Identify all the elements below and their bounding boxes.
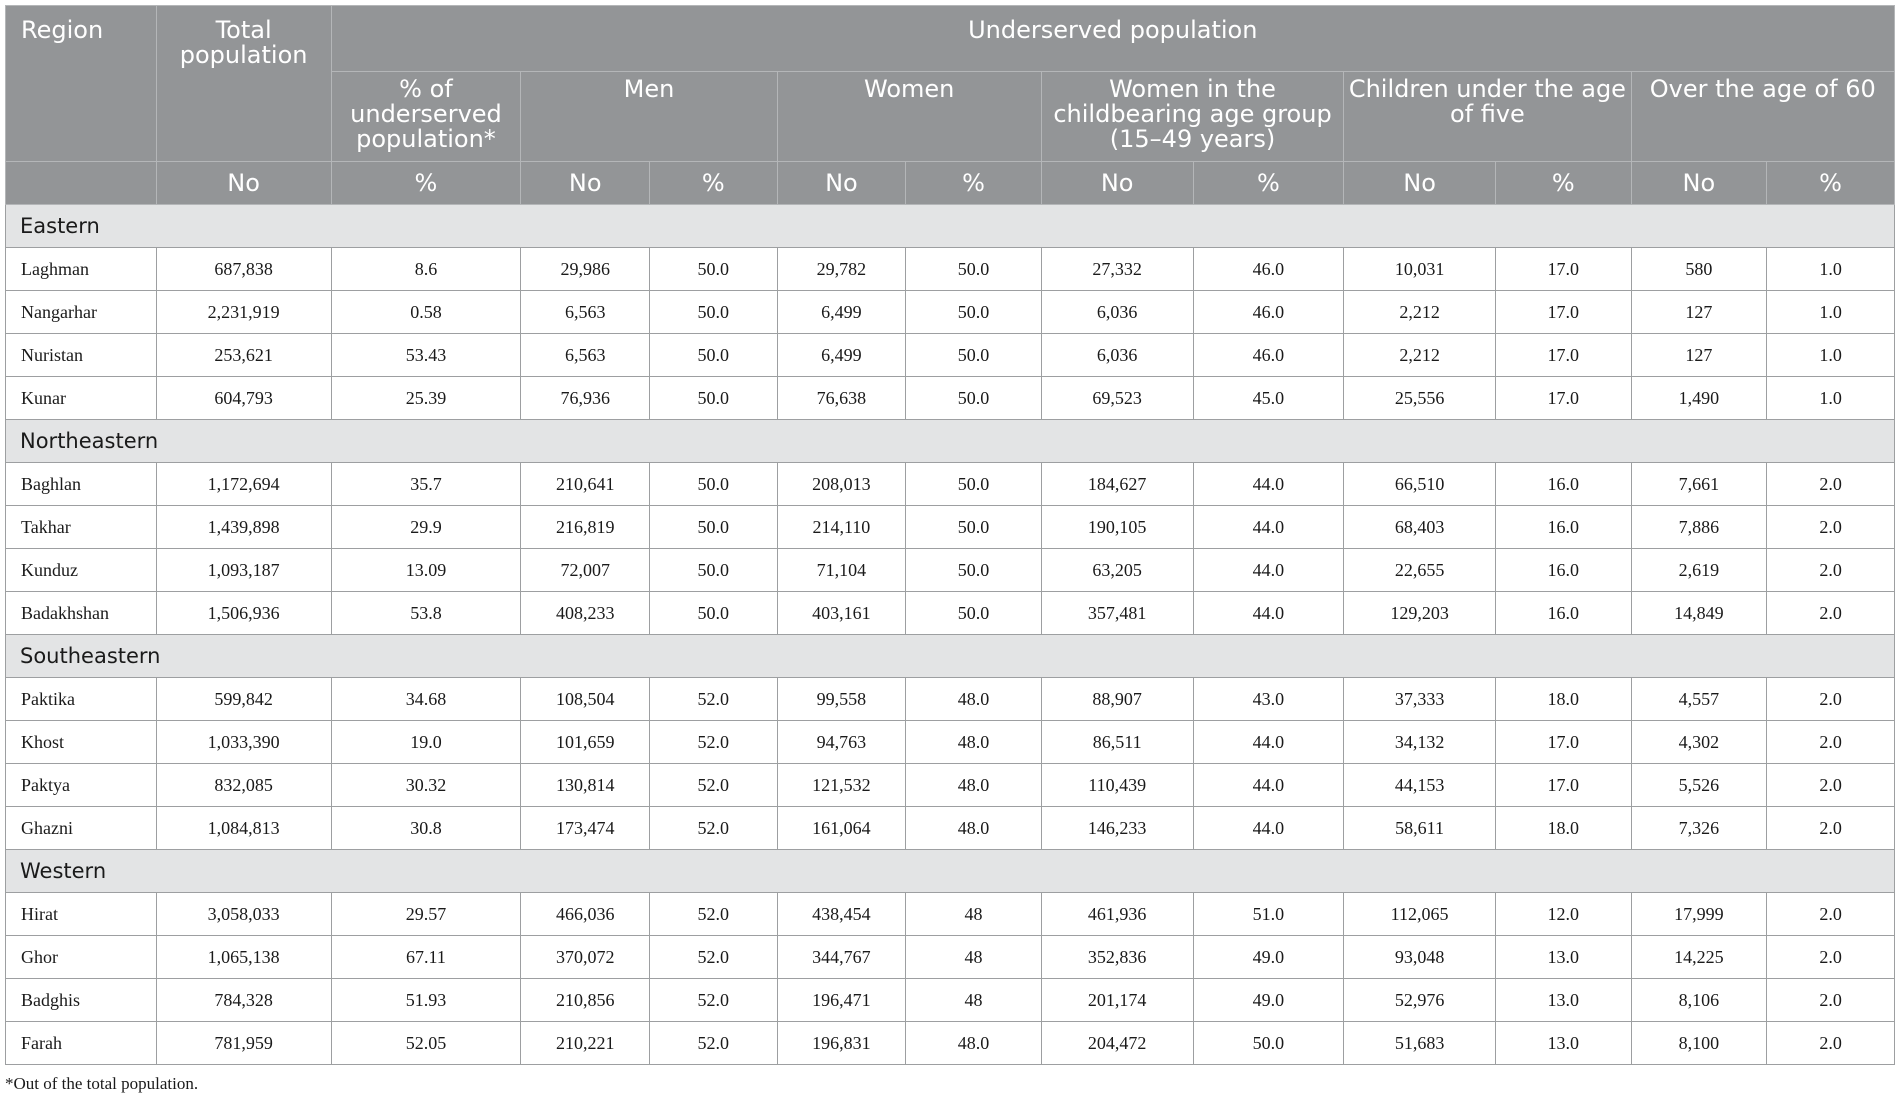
table-cell: 17.0	[1495, 248, 1631, 291]
header-sub-pct: %	[1495, 162, 1631, 205]
table-row	[6, 549, 1895, 592]
table-cell: 52.0	[650, 1022, 778, 1065]
table-cell: 1.0	[1767, 291, 1895, 334]
table-cell: 44.0	[1193, 506, 1344, 549]
table-cell: 7,326	[1631, 807, 1767, 850]
table-cell: 6,036	[1041, 334, 1193, 377]
table-cell: 2.0	[1767, 1022, 1895, 1065]
table-cell: 50.0	[650, 334, 778, 377]
table-cell: 13.09	[331, 549, 521, 592]
table-cell: 69,523	[1041, 377, 1193, 420]
table-cell: 146,233	[1041, 807, 1193, 850]
table-cell: 66,510	[1344, 463, 1496, 506]
header-sub-no: No	[1344, 162, 1496, 205]
table-cell: 129,203	[1344, 592, 1496, 635]
table-cell: 0.58	[331, 291, 521, 334]
table-cell: 2.0	[1767, 807, 1895, 850]
table-cell: 5,526	[1631, 764, 1767, 807]
table-cell: 17.0	[1495, 291, 1631, 334]
table-cell: 53.8	[331, 592, 521, 635]
table-cell: 19.0	[331, 721, 521, 764]
header-sub-no: No	[156, 162, 331, 205]
table-cell: 76,638	[777, 377, 906, 420]
table-cell: 25,556	[1344, 377, 1496, 420]
table-cell: 438,454	[777, 893, 906, 936]
table-cell: 51.93	[331, 979, 521, 1022]
table-cell: 687,838	[156, 248, 331, 291]
table-cell: 48	[906, 979, 1042, 1022]
table-row	[6, 807, 1895, 850]
table-cell: 16.0	[1495, 549, 1631, 592]
table-row	[6, 377, 1895, 420]
header-underserved-population: Underserved population	[331, 6, 1894, 72]
table-row	[6, 764, 1895, 807]
table-cell: 44.0	[1193, 764, 1344, 807]
table-row	[6, 721, 1895, 764]
table-cell: 76,936	[521, 377, 650, 420]
table-cell: 1.0	[1767, 377, 1895, 420]
table-cell: 52.05	[331, 1022, 521, 1065]
region-group-row	[6, 850, 1895, 893]
table-cell: 127	[1631, 334, 1767, 377]
table-cell: 53.43	[331, 334, 521, 377]
table-cell: 108,504	[521, 678, 650, 721]
table-cell: 44.0	[1193, 549, 1344, 592]
header-over-60: Over the age of 60	[1631, 72, 1894, 162]
table-cell: 48	[906, 893, 1042, 936]
table-cell: 29.57	[331, 893, 521, 936]
province-name-cell: Khost	[6, 721, 157, 764]
header-total-population: Total population	[156, 6, 331, 162]
table-cell: 51.0	[1193, 893, 1344, 936]
table-cell: 10,031	[1344, 248, 1496, 291]
table-cell: 352,836	[1041, 936, 1193, 979]
table-cell: 781,959	[156, 1022, 331, 1065]
table-footnote: *Out of the total population.	[5, 1074, 199, 1093]
table-cell: 6,499	[777, 291, 906, 334]
table-cell: 67.11	[331, 936, 521, 979]
table-cell: 13.0	[1495, 1022, 1631, 1065]
table-cell: 22,655	[1344, 549, 1496, 592]
table-cell: 48.0	[906, 1022, 1042, 1065]
table-row	[6, 248, 1895, 291]
table-row	[6, 678, 1895, 721]
table-cell: 201,174	[1041, 979, 1193, 1022]
table-cell: 93,048	[1344, 936, 1496, 979]
table-cell: 190,105	[1041, 506, 1193, 549]
table-cell: 34,132	[1344, 721, 1496, 764]
region-group-row	[6, 205, 1895, 248]
table-cell: 99,558	[777, 678, 906, 721]
header-sub-pct: %	[650, 162, 778, 205]
table-cell: 4,557	[1631, 678, 1767, 721]
table-cell: 25.39	[331, 377, 521, 420]
table-cell: 63,205	[1041, 549, 1193, 592]
table-cell: 34.68	[331, 678, 521, 721]
table-cell: 50.0	[650, 506, 778, 549]
table-cell: 14,849	[1631, 592, 1767, 635]
header-women-childbearing: Women in the childbearing age group (15–49 years)	[1041, 72, 1343, 162]
table-cell: 50.0	[650, 592, 778, 635]
table-cell: 580	[1631, 248, 1767, 291]
table-cell: 52.0	[650, 893, 778, 936]
table-cell: 48.0	[906, 721, 1042, 764]
header-sub-pct: %	[331, 162, 521, 205]
province-name-cell: Farah	[6, 1022, 157, 1065]
table-cell: 4,302	[1631, 721, 1767, 764]
table-cell: 112,065	[1344, 893, 1496, 936]
table-cell: 599,842	[156, 678, 331, 721]
table-cell: 50.0	[906, 592, 1042, 635]
table-cell: 214,110	[777, 506, 906, 549]
table-cell: 17.0	[1495, 721, 1631, 764]
table-cell: 370,072	[521, 936, 650, 979]
table-cell: 50.0	[906, 291, 1042, 334]
header-sub-pct: %	[906, 162, 1042, 205]
table-cell: 45.0	[1193, 377, 1344, 420]
table-cell: 88,907	[1041, 678, 1193, 721]
table-cell: 210,856	[521, 979, 650, 1022]
table-cell: 50.0	[906, 506, 1042, 549]
table-cell: 27,332	[1041, 248, 1193, 291]
table-cell: 161,064	[777, 807, 906, 850]
province-name-cell: Takhar	[6, 506, 157, 549]
province-name-cell: Laghman	[6, 248, 157, 291]
table-row	[6, 893, 1895, 936]
table-cell: 29.9	[331, 506, 521, 549]
table-cell: 44.0	[1193, 807, 1344, 850]
table-cell: 184,627	[1041, 463, 1193, 506]
table-row	[6, 291, 1895, 334]
table-cell: 50.0	[650, 248, 778, 291]
table-cell: 44,153	[1344, 764, 1496, 807]
table-cell: 48	[906, 936, 1042, 979]
table-cell: 50.0	[906, 549, 1042, 592]
table-cell: 48.0	[906, 807, 1042, 850]
header-sub-blank	[6, 162, 157, 205]
table-cell: 2,231,919	[156, 291, 331, 334]
province-name-cell: Ghazni	[6, 807, 157, 850]
table-cell: 3,058,033	[156, 893, 331, 936]
province-name-cell: Paktika	[6, 678, 157, 721]
header-region: Region	[6, 6, 157, 162]
table-cell: 2.0	[1767, 721, 1895, 764]
table-cell: 94,763	[777, 721, 906, 764]
table-cell: 110,439	[1041, 764, 1193, 807]
table-row	[6, 506, 1895, 549]
province-name-cell: Ghor	[6, 936, 157, 979]
table-cell: 6,499	[777, 334, 906, 377]
table-cell: 46.0	[1193, 291, 1344, 334]
province-name-cell: Kunduz	[6, 549, 157, 592]
population-table-container	[5, 5, 1895, 1065]
table-cell: 48.0	[906, 678, 1042, 721]
table-cell: 2.0	[1767, 592, 1895, 635]
province-name-cell: Badakhshan	[6, 592, 157, 635]
table-cell: 58,611	[1344, 807, 1496, 850]
table-cell: 1,172,694	[156, 463, 331, 506]
table-cell: 46.0	[1193, 334, 1344, 377]
table-cell: 121,532	[777, 764, 906, 807]
table-cell: 16.0	[1495, 592, 1631, 635]
table-cell: 29,782	[777, 248, 906, 291]
table-cell: 52.0	[650, 936, 778, 979]
table-row	[6, 592, 1895, 635]
header-sub-no: No	[777, 162, 906, 205]
table-cell: 7,886	[1631, 506, 1767, 549]
table-cell: 18.0	[1495, 807, 1631, 850]
table-cell: 30.8	[331, 807, 521, 850]
table-cell: 72,007	[521, 549, 650, 592]
table-cell: 2.0	[1767, 506, 1895, 549]
table-row	[6, 979, 1895, 1022]
table-cell: 357,481	[1041, 592, 1193, 635]
province-name-cell: Kunar	[6, 377, 157, 420]
header-children-under-five: Children under the age of five	[1344, 72, 1631, 162]
table-cell: 2.0	[1767, 678, 1895, 721]
table-cell: 44.0	[1193, 463, 1344, 506]
table-cell: 204,472	[1041, 1022, 1193, 1065]
table-cell: 48.0	[906, 764, 1042, 807]
region-group-row	[6, 420, 1895, 463]
table-row	[6, 1022, 1895, 1065]
table-header	[6, 6, 1895, 205]
table-cell: 2.0	[1767, 463, 1895, 506]
table-cell: 49.0	[1193, 979, 1344, 1022]
table-cell: 210,641	[521, 463, 650, 506]
table-cell: 196,831	[777, 1022, 906, 1065]
table-cell: 17.0	[1495, 764, 1631, 807]
table-cell: 461,936	[1041, 893, 1193, 936]
table-cell: 2.0	[1767, 549, 1895, 592]
table-cell: 29,986	[521, 248, 650, 291]
table-cell: 2.0	[1767, 764, 1895, 807]
table-cell: 46.0	[1193, 248, 1344, 291]
table-cell: 35.7	[331, 463, 521, 506]
table-cell: 101,659	[521, 721, 650, 764]
header-men: Men	[521, 72, 777, 162]
table-cell: 50.0	[906, 248, 1042, 291]
table-row	[6, 463, 1895, 506]
table-cell: 30.32	[331, 764, 521, 807]
table-cell: 253,621	[156, 334, 331, 377]
table-cell: 1,439,898	[156, 506, 331, 549]
province-name-cell: Nangarhar	[6, 291, 157, 334]
table-row	[6, 936, 1895, 979]
table-cell: 50.0	[906, 377, 1042, 420]
table-cell: 50.0	[650, 463, 778, 506]
table-cell: 18.0	[1495, 678, 1631, 721]
table-cell: 50.0	[650, 291, 778, 334]
table-cell: 2.0	[1767, 979, 1895, 1022]
table-cell: 1,084,813	[156, 807, 331, 850]
header-sub-pct: %	[1767, 162, 1895, 205]
table-cell: 1,033,390	[156, 721, 331, 764]
table-cell: 604,793	[156, 377, 331, 420]
table-row	[6, 334, 1895, 377]
table-cell: 50.0	[906, 463, 1042, 506]
table-cell: 2,619	[1631, 549, 1767, 592]
table-cell: 52.0	[650, 764, 778, 807]
table-cell: 208,013	[777, 463, 906, 506]
table-cell: 68,403	[1344, 506, 1496, 549]
header-sub-no: No	[1041, 162, 1193, 205]
table-cell: 44.0	[1193, 592, 1344, 635]
province-name-cell: Badghis	[6, 979, 157, 1022]
table-cell: 1.0	[1767, 248, 1895, 291]
table-cell: 12.0	[1495, 893, 1631, 936]
table-cell: 13.0	[1495, 936, 1631, 979]
region-group-label: Eastern	[6, 205, 1895, 248]
table-body	[6, 205, 1895, 1065]
table-cell: 43.0	[1193, 678, 1344, 721]
table-cell: 466,036	[521, 893, 650, 936]
region-group-row	[6, 635, 1895, 678]
header-sub-pct: %	[1193, 162, 1344, 205]
table-cell: 52.0	[650, 979, 778, 1022]
table-cell: 13.0	[1495, 979, 1631, 1022]
province-name-cell: Baghlan	[6, 463, 157, 506]
table-cell: 1,065,138	[156, 936, 331, 979]
table-cell: 52.0	[650, 678, 778, 721]
table-cell: 130,814	[521, 764, 650, 807]
province-name-cell: Hirat	[6, 893, 157, 936]
header-women: Women	[777, 72, 1041, 162]
table-cell: 50.0	[650, 549, 778, 592]
table-cell: 50.0	[650, 377, 778, 420]
table-cell: 1.0	[1767, 334, 1895, 377]
header-sub-no: No	[1631, 162, 1767, 205]
table-cell: 8,106	[1631, 979, 1767, 1022]
table-cell: 832,085	[156, 764, 331, 807]
table-cell: 7,661	[1631, 463, 1767, 506]
header-sub-no: No	[521, 162, 650, 205]
table-cell: 403,161	[777, 592, 906, 635]
table-cell: 173,474	[521, 807, 650, 850]
province-name-cell: Paktya	[6, 764, 157, 807]
table-cell: 44.0	[1193, 721, 1344, 764]
table-cell: 344,767	[777, 936, 906, 979]
table-cell: 196,471	[777, 979, 906, 1022]
table-cell: 8,100	[1631, 1022, 1767, 1065]
table-cell: 52.0	[650, 721, 778, 764]
table-cell: 17,999	[1631, 893, 1767, 936]
region-group-label: Northeastern	[6, 420, 1895, 463]
table-cell: 216,819	[521, 506, 650, 549]
table-cell: 52,976	[1344, 979, 1496, 1022]
table-cell: 210,221	[521, 1022, 650, 1065]
table-cell: 17.0	[1495, 334, 1631, 377]
table-cell: 1,506,936	[156, 592, 331, 635]
region-group-label: Southeastern	[6, 635, 1895, 678]
table-cell: 1,093,187	[156, 549, 331, 592]
table-cell: 50.0	[1193, 1022, 1344, 1065]
table-cell: 8.6	[331, 248, 521, 291]
table-cell: 50.0	[906, 334, 1042, 377]
table-cell: 784,328	[156, 979, 331, 1022]
table-cell: 14,225	[1631, 936, 1767, 979]
table-cell: 2.0	[1767, 893, 1895, 936]
table-cell: 6,563	[521, 334, 650, 377]
table-cell: 52.0	[650, 807, 778, 850]
underserved-population-table	[5, 5, 1895, 1065]
table-cell: 6,036	[1041, 291, 1193, 334]
table-cell: 51,683	[1344, 1022, 1496, 1065]
table-cell: 37,333	[1344, 678, 1496, 721]
table-cell: 6,563	[521, 291, 650, 334]
table-cell: 127	[1631, 291, 1767, 334]
table-cell: 2,212	[1344, 334, 1496, 377]
table-cell: 49.0	[1193, 936, 1344, 979]
table-cell: 408,233	[521, 592, 650, 635]
table-cell: 2,212	[1344, 291, 1496, 334]
table-cell: 71,104	[777, 549, 906, 592]
province-name-cell: Nuristan	[6, 334, 157, 377]
region-group-label: Western	[6, 850, 1895, 893]
table-cell: 17.0	[1495, 377, 1631, 420]
table-cell: 86,511	[1041, 721, 1193, 764]
table-cell: 16.0	[1495, 463, 1631, 506]
table-cell: 2.0	[1767, 936, 1895, 979]
header-pct-underserved: % of underserved population*	[331, 72, 521, 162]
table-cell: 16.0	[1495, 506, 1631, 549]
table-cell: 1,490	[1631, 377, 1767, 420]
